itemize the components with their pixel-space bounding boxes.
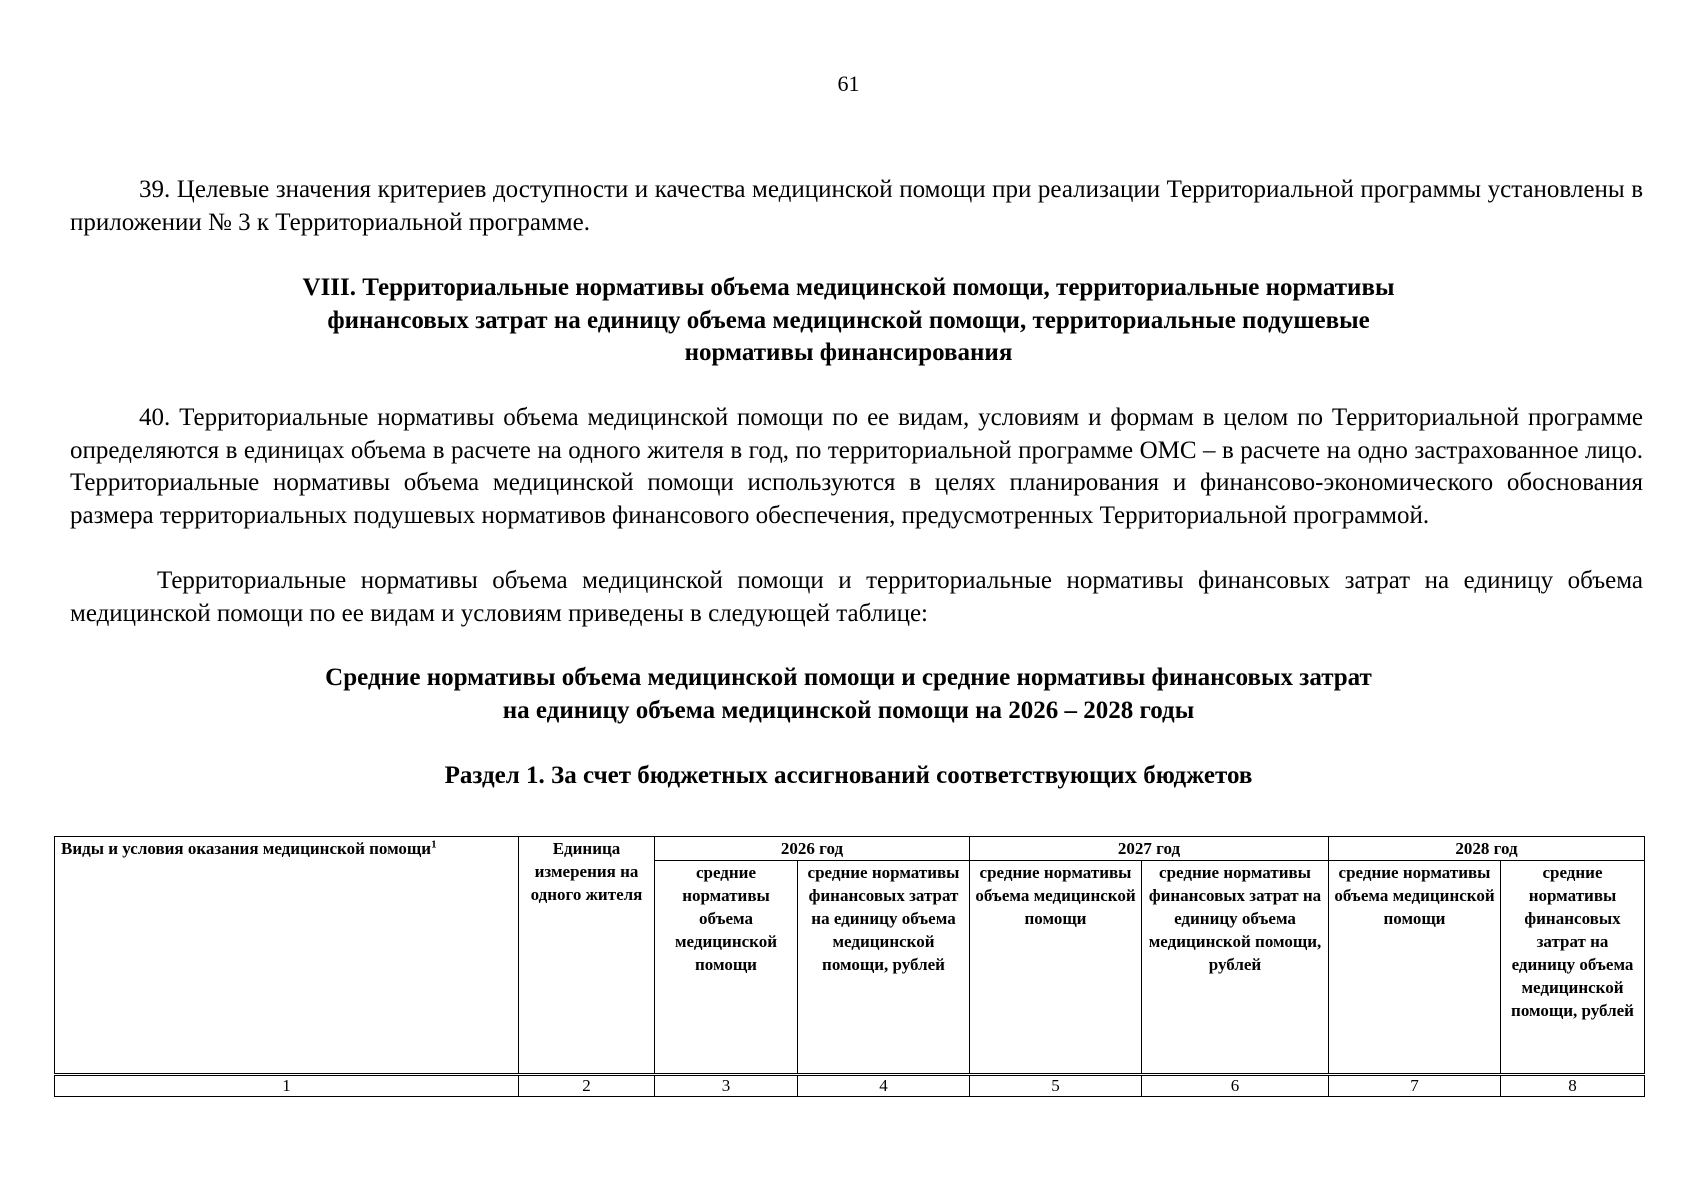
- column-numbers-row: [55, 1075, 1645, 1097]
- subheader-cost-2027: средние нормативы финансовых затрат на единицу объема медицинской помощи, рублей: [1142, 861, 1329, 1075]
- table-title-line-1: Средние нормативы объема медицинской помощи и средние нормативы финансовых затрат: [325, 664, 1372, 691]
- column-header-kind-and-conditions: Виды и условия оказания медицинской помощи$^1$: [55, 837, 519, 1075]
- column-number-3: 3: [655, 1075, 798, 1097]
- norms-table: [54, 836, 1645, 1097]
- paragraph-40-continuation: Территориальные нормативы объема медицинской помощи и территориальные нормативы финансовых затрат на единицу объема медицинской помощи по ее видам и условиям приведены в следующей таблице:: [70, 567, 1643, 627]
- subheader-volume-2026: средние нормативы объема медицинской помощи: [655, 861, 798, 1075]
- paragraph-39: 39. Целевые значения критериев доступности и качества медицинской помощи при реализации Территориальной программы установлены в приложении № 3 к Территориальной программе.: [70, 176, 1643, 236]
- column-number-1: 1: [55, 1075, 519, 1097]
- table-title-line-2: на единицу объема медицинской помощи на 2026 – 2028 годы: [502, 696, 1195, 724]
- column-header-unit: Единица измерения на одного жителя: [519, 837, 655, 1075]
- subheader-volume-2028: средние нормативы объема медицинской помощи: [1329, 861, 1501, 1075]
- column-header-year-2027: 2027 год: [970, 837, 1329, 861]
- column-number-8: 8: [1501, 1075, 1645, 1097]
- column-header-year-2028: 2028 год: [1329, 837, 1645, 861]
- section-heading-line-3: нормативы финансирования: [684, 339, 1013, 366]
- subheader-cost-2026: средние нормативы финансовых затрат на единицу объема медицинской помощи, рублей: [798, 861, 970, 1075]
- section-heading-line-2: финансовых затрат на единицу объема медицинской помощи, территориальные подушевые: [327, 306, 1370, 334]
- section-heading: [0, 272, 1697, 370]
- section-1-title: Раздел 1. За счет бюджетных ассигнований соответствующих бюджетов: [444, 762, 1253, 789]
- column-header-year-2026: 2026 год: [655, 837, 970, 861]
- section-heading-line-1: VIII. Территориальные нормативы объема медицинской помощи, территориальные нормативы: [302, 274, 1395, 301]
- footnote-marker: 1: [431, 838, 437, 851]
- column-number-5: 5: [970, 1075, 1142, 1097]
- column-number-2: 2: [519, 1075, 655, 1097]
- subheader-cost-2028: средние нормативы финансовых затрат на единицу объема медицинской помощи, рублей: [1501, 861, 1645, 1075]
- table-header-row: [55, 837, 1645, 861]
- column-number-7: 7: [1329, 1075, 1501, 1097]
- column-number-6: 6: [1142, 1075, 1329, 1097]
- paragraph-40: 40. Территориальные нормативы объема медицинской помощи по ее видам, условиям и формам в целом по Территориальной программе определяются в единицах объема в расчете на одного жителя в год, по территориальной программе ОМС – в расчете на одно застрахованное лицо. Территориальные нормативы объема медицинской помощи используются в целях планирования и финансово-экономического обоснования размера территориальных подушевых нормативов финансового обеспечения, предусмотренных Территориальной программой.: [70, 404, 1643, 529]
- column-number-4: 4: [798, 1075, 970, 1097]
- table-title: [0, 662, 1697, 727]
- subheader-volume-2027: средние нормативы объема медицинской помощи: [970, 861, 1142, 1075]
- page-number: 61: [837, 71, 860, 96]
